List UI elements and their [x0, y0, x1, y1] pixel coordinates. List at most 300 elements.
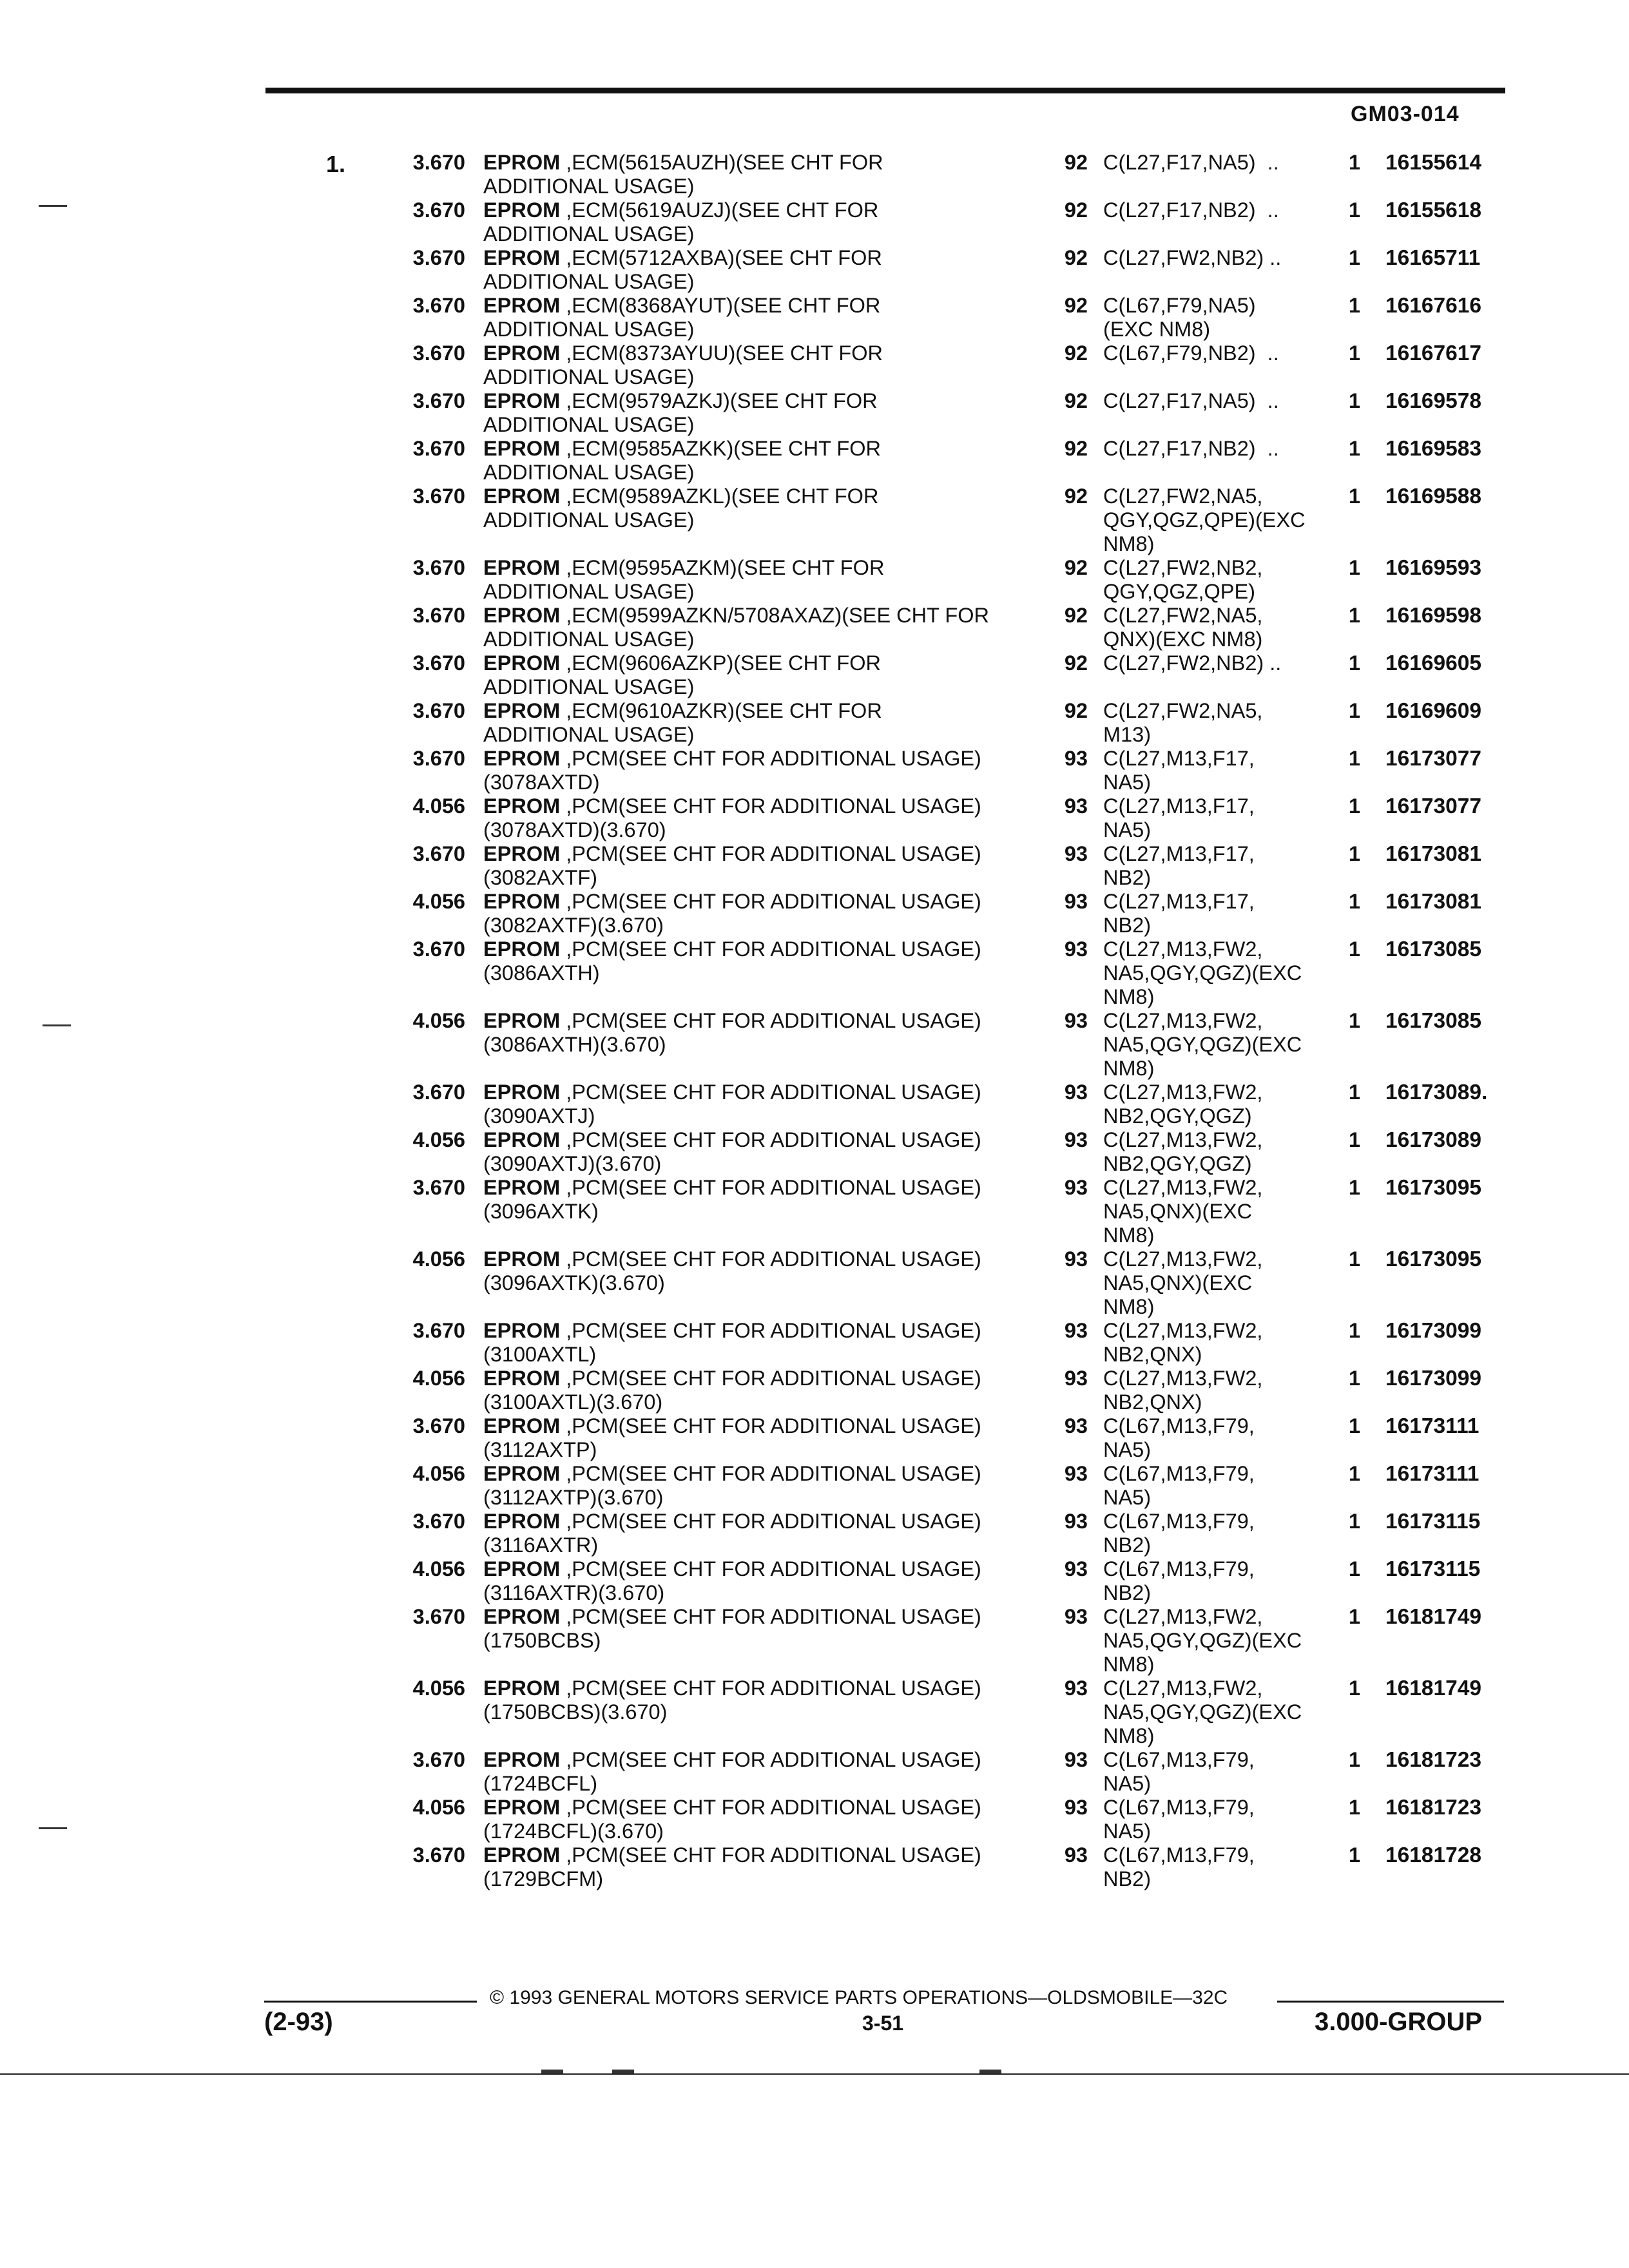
part-name: EPROM	[483, 198, 561, 222]
part-description	[483, 747, 999, 794]
part-name: EPROM	[483, 389, 561, 412]
part-group-code: 3.670	[412, 151, 465, 174]
part-detail: ,PCM(SEE CHT FOR ADDITIONAL USAGE)(3096AXTK)	[483, 1176, 981, 1223]
usage-codes: C(L27,M13,FW2, NB2,QGY,QGZ)	[1103, 1128, 1263, 1175]
part-detail: ,PCM(SEE CHT FOR ADDITIONAL USAGE)(3082AXTF)	[483, 842, 981, 889]
top-rule	[265, 88, 1505, 93]
model-year: 93	[1064, 747, 1088, 770]
quantity: 1	[1348, 794, 1361, 818]
usage-codes: C(L27,M13,F17, NA5)	[1103, 747, 1255, 794]
part-number: 16169593	[1385, 556, 1482, 580]
quantity: 1	[1348, 1128, 1361, 1151]
part-name: EPROM	[483, 747, 561, 770]
part-name: EPROM	[483, 1748, 561, 1771]
part-detail: ,ECM(9599AZKN/5708AXAZ)(SEE CHT FOR ADDITIONAL USAGE)	[483, 604, 990, 651]
part-description	[483, 890, 999, 937]
part-description	[483, 937, 999, 985]
model-year: 92	[1064, 651, 1088, 675]
part-number: 16173077	[1385, 747, 1482, 771]
quantity: 1	[1348, 1319, 1361, 1342]
part-row	[0, 794, 1629, 842]
part-detail: ,PCM(SEE CHT FOR ADDITIONAL USAGE)(3096AXTK)(3.670)	[483, 1247, 981, 1294]
usage-codes: C(L27,F17,NA5) ..	[1103, 389, 1279, 412]
part-description	[483, 604, 999, 651]
part-name: EPROM	[483, 890, 561, 913]
footer-rule-left	[264, 2001, 477, 2003]
model-year: 93	[1064, 1843, 1088, 1867]
part-detail: ,ECM(8373AYUU)(SEE CHT FOR ADDITIONAL USAGE)	[483, 341, 883, 389]
part-number: 16173099	[1385, 1319, 1482, 1343]
footer-date: (2-93)	[264, 2008, 333, 2036]
part-row	[0, 1510, 1629, 1557]
part-number: 16173099	[1385, 1367, 1482, 1390]
part-description	[483, 1414, 999, 1462]
usage-codes: C(L67,F79,NA5) (EXC NM8)	[1103, 294, 1256, 341]
part-detail: ,ECM(9589AZKL)(SEE CHT FOR ADDITIONAL USAGE)	[483, 485, 879, 532]
quantity: 1	[1348, 151, 1361, 174]
part-detail: ,ECM(9595AZKM)(SEE CHT FOR ADDITIONAL USAGE)	[483, 556, 885, 603]
part-number: 16173089	[1385, 1128, 1482, 1152]
model-year: 93	[1064, 1677, 1088, 1700]
part-description	[483, 246, 999, 294]
quantity: 1	[1348, 1557, 1361, 1581]
part-row	[0, 151, 1629, 198]
usage-codes: C(L27,M13,FW2, NA5,QGY,QGZ)(EXC NM8)	[1103, 937, 1302, 1008]
quantity: 1	[1348, 556, 1361, 579]
part-description	[483, 151, 999, 198]
usage-codes: C(L27,FW2,NA5, M13)	[1103, 699, 1263, 746]
part-number: 16173111	[1385, 1414, 1480, 1438]
part-group-code: 3.670	[412, 389, 465, 412]
part-number: 16173089.	[1385, 1081, 1488, 1104]
part-name: EPROM	[483, 294, 561, 317]
quantity: 1	[1348, 1796, 1361, 1819]
usage-codes: C(L27,M13,FW2, NA5,QGY,QGZ)(EXC NM8)	[1103, 1605, 1302, 1676]
model-year: 92	[1064, 389, 1088, 412]
part-description	[483, 842, 999, 890]
model-year: 93	[1064, 1557, 1088, 1581]
part-row	[0, 1462, 1629, 1510]
part-description	[483, 1009, 999, 1057]
usage-codes: C(L27,M13,FW2, NB2,QNX)	[1103, 1367, 1263, 1414]
quantity: 1	[1348, 747, 1361, 770]
part-description	[483, 437, 999, 485]
part-row	[0, 1319, 1629, 1367]
part-name: EPROM	[483, 151, 561, 174]
usage-codes: C(L27,M13,FW2, NB2,QGY,QGZ)	[1103, 1081, 1263, 1128]
part-detail: ,PCM(SEE CHT FOR ADDITIONAL USAGE)(1724BCFL)(3.670)	[483, 1796, 981, 1843]
quantity: 1	[1348, 842, 1361, 865]
usage-codes: C(L27,M13,FW2, NA5,QGY,QGZ)(EXC NM8)	[1103, 1009, 1302, 1080]
scan-artifact-mark	[541, 2070, 563, 2073]
part-group-code: 3.670	[412, 1176, 465, 1199]
part-row	[0, 842, 1629, 890]
part-group-code: 3.670	[412, 437, 465, 460]
part-number: 16169598	[1385, 604, 1482, 628]
part-number: 16173085	[1385, 1009, 1482, 1033]
part-detail: ,PCM(SEE CHT FOR ADDITIONAL USAGE)(3078AXTD)(3.670)	[483, 794, 981, 841]
part-description	[483, 294, 999, 341]
part-description	[483, 651, 999, 699]
part-row	[0, 1677, 1629, 1748]
part-description	[483, 1176, 999, 1224]
model-year: 93	[1064, 1367, 1088, 1390]
part-description	[483, 1605, 999, 1653]
part-number: 16165711	[1385, 246, 1481, 270]
part-row	[0, 341, 1629, 389]
quantity: 1	[1348, 1462, 1361, 1485]
part-group-code: 3.670	[412, 937, 465, 961]
part-row	[0, 1748, 1629, 1796]
usage-codes: C(L27,F17,NB2) ..	[1103, 198, 1279, 222]
quantity: 1	[1348, 341, 1361, 365]
part-group-code: 3.670	[412, 485, 465, 508]
part-description	[483, 794, 999, 842]
model-year: 92	[1064, 151, 1088, 174]
part-number: 16169588	[1385, 485, 1482, 508]
part-row	[0, 1247, 1629, 1319]
quantity: 1	[1348, 485, 1361, 508]
model-year: 93	[1064, 1510, 1088, 1533]
part-description	[483, 556, 999, 604]
model-year: 92	[1064, 604, 1088, 627]
part-detail: ,PCM(SEE CHT FOR ADDITIONAL USAGE)(1750BCBS)	[483, 1605, 981, 1652]
part-row	[0, 1367, 1629, 1414]
scan-artifact-mark	[39, 1827, 67, 1829]
part-group-code: 3.670	[412, 651, 465, 675]
part-detail: ,ECM(9579AZKJ)(SEE CHT FOR ADDITIONAL USAGE)	[483, 389, 878, 436]
usage-codes: C(L67,M13,F79, NA5)	[1103, 1748, 1255, 1795]
part-description	[483, 1128, 999, 1176]
model-year: 93	[1064, 794, 1088, 818]
part-group-code: 4.056	[412, 1128, 465, 1151]
part-detail: ,ECM(8368AYUT)(SEE CHT FOR ADDITIONAL USAGE)	[483, 294, 881, 341]
quantity: 1	[1348, 198, 1361, 222]
usage-codes: C(L27,M13,FW2, NB2,QNX)	[1103, 1319, 1263, 1366]
part-row	[0, 1843, 1629, 1891]
usage-codes: C(L27,F17,NB2) ..	[1103, 437, 1279, 460]
model-year: 93	[1064, 1796, 1088, 1819]
part-row	[0, 1176, 1629, 1247]
model-year: 93	[1064, 1009, 1088, 1032]
footer-copyright: © 1993 GENERAL MOTORS SERVICE PARTS OPERATIONS—OLDSMOBILE—32C	[490, 1987, 1228, 2008]
usage-codes: C(L27,M13,F17, NA5)	[1103, 794, 1255, 841]
quantity: 1	[1348, 1748, 1361, 1771]
part-row	[0, 389, 1629, 437]
part-detail: ,PCM(SEE CHT FOR ADDITIONAL USAGE)(3086AXTH)	[483, 937, 981, 985]
part-group-code: 4.056	[412, 1557, 465, 1581]
part-row	[0, 556, 1629, 604]
scan-artifact-mark	[979, 2070, 1001, 2073]
part-name: EPROM	[483, 1176, 561, 1199]
usage-codes: C(L67,F79,NB2) ..	[1103, 341, 1279, 365]
model-year: 93	[1064, 1462, 1088, 1485]
quantity: 1	[1348, 699, 1361, 722]
model-year: 92	[1064, 437, 1088, 460]
part-number: 16181728	[1385, 1843, 1482, 1867]
part-description	[483, 341, 999, 389]
quantity: 1	[1348, 604, 1361, 627]
part-row	[0, 1128, 1629, 1176]
quantity: 1	[1348, 246, 1361, 269]
quantity: 1	[1348, 1605, 1361, 1628]
model-year: 93	[1064, 1128, 1088, 1151]
part-group-code: 3.670	[412, 1605, 465, 1628]
footer-group: 3.000-GROUP	[1315, 2008, 1483, 2036]
part-group-code: 3.670	[412, 604, 465, 627]
part-name: EPROM	[483, 1247, 561, 1271]
part-name: EPROM	[483, 1367, 561, 1390]
item-number: 1.	[326, 151, 346, 177]
part-row	[0, 604, 1629, 651]
part-name: EPROM	[483, 1128, 561, 1151]
part-number: 16155618	[1385, 198, 1482, 222]
part-name: EPROM	[483, 1319, 561, 1342]
part-group-code: 4.056	[412, 794, 465, 818]
part-detail: ,PCM(SEE CHT FOR ADDITIONAL USAGE)(3116AXTR)(3.670)	[483, 1557, 981, 1604]
part-row	[0, 198, 1629, 246]
model-year: 92	[1064, 246, 1088, 269]
part-detail: ,PCM(SEE CHT FOR ADDITIONAL USAGE)(3100AXTL)	[483, 1319, 981, 1366]
part-number: 16173081	[1385, 842, 1482, 866]
quantity: 1	[1348, 1414, 1361, 1437]
part-number: 16181749	[1385, 1677, 1482, 1700]
quantity: 1	[1348, 437, 1361, 460]
part-description	[483, 389, 999, 437]
usage-codes: C(L67,M13,F79, NA5)	[1103, 1462, 1255, 1509]
part-name: EPROM	[483, 1557, 561, 1581]
model-year: 93	[1064, 1748, 1088, 1771]
model-year: 92	[1064, 341, 1088, 365]
part-detail: ,PCM(SEE CHT FOR ADDITIONAL USAGE)(3082AXTF)(3.670)	[483, 890, 981, 937]
quantity: 1	[1348, 1247, 1361, 1271]
part-name: EPROM	[483, 437, 561, 460]
usage-codes: C(L27,FW2,NA5, QGY,QGZ,QPE)(EXC NM8)	[1103, 485, 1306, 555]
part-detail: ,PCM(SEE CHT FOR ADDITIONAL USAGE)(1729BCFM)	[483, 1843, 981, 1890]
part-description	[483, 1557, 999, 1605]
part-group-code: 4.056	[412, 890, 465, 913]
part-row	[0, 651, 1629, 699]
usage-codes: C(L27,M13,FW2, NA5,QGY,QGZ)(EXC NM8)	[1103, 1677, 1302, 1747]
part-group-code: 3.670	[412, 1319, 465, 1342]
usage-codes: C(L27,M13,FW2, NA5,QNX)(EXC NM8)	[1103, 1176, 1263, 1247]
quantity: 1	[1348, 294, 1361, 317]
scan-artifact-mark	[39, 205, 67, 207]
part-number: 16169583	[1385, 437, 1482, 461]
usage-codes: C(L27,M13,F17, NB2)	[1103, 890, 1255, 937]
part-name: EPROM	[483, 1009, 561, 1032]
part-row	[0, 485, 1629, 556]
usage-codes: C(L27,FW2,NB2) ..	[1103, 246, 1282, 269]
model-year: 93	[1064, 1247, 1088, 1271]
part-detail: ,PCM(SEE CHT FOR ADDITIONAL USAGE)(3078AXTD)	[483, 747, 981, 794]
part-name: EPROM	[483, 246, 561, 269]
part-name: EPROM	[483, 1414, 561, 1437]
part-row	[0, 437, 1629, 485]
part-number: 16167617	[1385, 341, 1482, 365]
part-group-code: 3.670	[412, 1081, 465, 1104]
part-name: EPROM	[483, 699, 561, 722]
model-year: 93	[1064, 1081, 1088, 1104]
part-number: 16173077	[1385, 794, 1482, 818]
model-year: 92	[1064, 699, 1088, 722]
part-description	[483, 1319, 999, 1367]
model-year: 93	[1064, 937, 1088, 961]
part-name: EPROM	[483, 485, 561, 508]
part-detail: ,ECM(5619AUZJ)(SEE CHT FOR ADDITIONAL USAGE)	[483, 198, 879, 245]
part-row	[0, 1009, 1629, 1081]
part-description	[483, 485, 999, 532]
usage-codes: C(L67,M13,F79, NB2)	[1103, 1510, 1255, 1557]
part-number: 16169609	[1385, 699, 1482, 723]
part-group-code: 3.670	[412, 699, 465, 722]
part-detail: ,ECM(9585AZKK)(SEE CHT FOR ADDITIONAL USAGE)	[483, 437, 882, 484]
part-description	[483, 1796, 999, 1843]
part-detail: ,PCM(SEE CHT FOR ADDITIONAL USAGE)(3086AXTH)(3.670)	[483, 1009, 981, 1056]
part-detail: ,PCM(SEE CHT FOR ADDITIONAL USAGE)(3112AXTP)	[483, 1414, 981, 1461]
part-group-code: 3.670	[412, 294, 465, 317]
part-detail: ,ECM(5712AXBA)(SEE CHT FOR ADDITIONAL USAGE)	[483, 246, 882, 293]
part-group-code: 3.670	[412, 1843, 465, 1867]
page-number: 3-51	[862, 2012, 904, 2035]
part-detail: ,PCM(SEE CHT FOR ADDITIONAL USAGE)(3112AXTP)(3.670)	[483, 1462, 981, 1509]
part-name: EPROM	[483, 1605, 561, 1628]
quantity: 1	[1348, 1009, 1361, 1032]
part-number: 16173115	[1385, 1557, 1481, 1581]
part-group-code: 3.670	[412, 341, 465, 365]
part-number: 16155614	[1385, 151, 1482, 175]
model-year: 93	[1064, 890, 1088, 913]
part-description	[483, 198, 999, 246]
part-name: EPROM	[483, 937, 561, 961]
usage-codes: C(L27,FW2,NB2, QGY,QGZ,QPE)	[1103, 556, 1263, 603]
usage-codes: C(L27,FW2,NB2) ..	[1103, 651, 1282, 675]
scan-artifact-mark	[612, 2070, 634, 2073]
part-row	[0, 246, 1629, 294]
part-name: EPROM	[483, 341, 561, 365]
model-year: 92	[1064, 198, 1088, 222]
part-group-code: 3.670	[412, 1748, 465, 1771]
part-group-code: 4.056	[412, 1367, 465, 1390]
part-group-code: 4.056	[412, 1009, 465, 1032]
model-year: 92	[1064, 294, 1088, 317]
usage-codes: C(L27,FW2,NA5, QNX)(EXC NM8)	[1103, 604, 1263, 651]
quantity: 1	[1348, 1677, 1361, 1700]
part-row	[0, 890, 1629, 937]
usage-codes: C(L27,F17,NA5) ..	[1103, 151, 1279, 174]
quantity: 1	[1348, 1176, 1361, 1199]
part-number: 16173095	[1385, 1176, 1482, 1200]
footer-rule-right	[1277, 2001, 1504, 2003]
part-group-code: 3.670	[412, 747, 465, 770]
part-row	[0, 294, 1629, 341]
part-group-code: 3.670	[412, 842, 465, 865]
usage-codes: C(L27,M13,F17, NB2)	[1103, 842, 1255, 889]
part-detail: ,PCM(SEE CHT FOR ADDITIONAL USAGE)(1724BCFL)	[483, 1748, 981, 1795]
part-detail: ,PCM(SEE CHT FOR ADDITIONAL USAGE)(3116AXTR)	[483, 1510, 981, 1557]
part-number: 16173081	[1385, 890, 1482, 914]
quantity: 1	[1348, 937, 1361, 961]
part-description	[483, 1748, 999, 1796]
part-detail: ,PCM(SEE CHT FOR ADDITIONAL USAGE)(3090AXTJ)	[483, 1081, 981, 1128]
scan-artifact-line	[0, 2073, 1629, 2075]
part-description	[483, 1462, 999, 1510]
model-year: 92	[1064, 556, 1088, 579]
part-number: 16169605	[1385, 651, 1482, 675]
scan-artifact-mark	[43, 1024, 71, 1026]
part-number: 16181749	[1385, 1605, 1482, 1629]
part-name: EPROM	[483, 556, 561, 579]
usage-codes: C(L67,M13,F79, NB2)	[1103, 1557, 1255, 1604]
part-group-code: 4.056	[412, 1462, 465, 1485]
part-group-code: 3.670	[412, 1414, 465, 1437]
part-number: 16169578	[1385, 389, 1482, 413]
part-row	[0, 1081, 1629, 1128]
part-name: EPROM	[483, 1843, 561, 1867]
part-group-code: 3.670	[412, 1510, 465, 1533]
part-name: EPROM	[483, 604, 561, 627]
part-name: EPROM	[483, 1081, 561, 1104]
part-name: EPROM	[483, 1510, 561, 1533]
model-year: 93	[1064, 1605, 1088, 1628]
part-row	[0, 1557, 1629, 1605]
part-description	[483, 1367, 999, 1414]
part-group-code: 3.670	[412, 198, 465, 222]
part-group-code: 3.670	[412, 246, 465, 269]
part-description	[483, 1843, 999, 1891]
part-group-code: 4.056	[412, 1677, 465, 1700]
model-year: 93	[1064, 1176, 1088, 1199]
usage-codes: C(L67,M13,F79, NA5)	[1103, 1796, 1255, 1843]
quantity: 1	[1348, 1843, 1361, 1867]
part-detail: ,ECM(9610AZKR)(SEE CHT FOR ADDITIONAL USAGE)	[483, 699, 882, 746]
part-name: EPROM	[483, 651, 561, 675]
part-row	[0, 1605, 1629, 1677]
part-name: EPROM	[483, 1677, 561, 1700]
part-row	[0, 747, 1629, 794]
part-number: 16173115	[1385, 1510, 1481, 1533]
quantity: 1	[1348, 1367, 1361, 1390]
part-description	[483, 1677, 999, 1724]
part-number: 16173111	[1385, 1462, 1480, 1486]
part-row	[0, 1414, 1629, 1462]
part-detail: ,PCM(SEE CHT FOR ADDITIONAL USAGE)(3100AXTL)(3.670)	[483, 1367, 981, 1414]
quantity: 1	[1348, 890, 1361, 913]
model-year: 93	[1064, 842, 1088, 865]
part-row	[0, 1796, 1629, 1843]
part-number: 16181723	[1385, 1796, 1482, 1820]
quantity: 1	[1348, 1510, 1361, 1533]
part-name: EPROM	[483, 1462, 561, 1485]
part-detail: ,PCM(SEE CHT FOR ADDITIONAL USAGE)(1750BCBS)(3.670)	[483, 1677, 981, 1724]
part-name: EPROM	[483, 842, 561, 865]
part-number: 16173095	[1385, 1247, 1482, 1271]
model-year: 93	[1064, 1414, 1088, 1437]
part-detail: ,PCM(SEE CHT FOR ADDITIONAL USAGE)(3090AXTJ)(3.670)	[483, 1128, 981, 1175]
model-year: 92	[1064, 485, 1088, 508]
part-number: 16181723	[1385, 1748, 1482, 1772]
quantity: 1	[1348, 389, 1361, 412]
part-detail: ,ECM(9606AZKP)(SEE CHT FOR ADDITIONAL USAGE)	[483, 651, 882, 698]
part-name: EPROM	[483, 1796, 561, 1819]
part-description	[483, 1081, 999, 1128]
part-description	[483, 1247, 999, 1295]
part-description	[483, 699, 999, 747]
document-code: GM03-014	[1351, 102, 1460, 126]
part-number: 16167616	[1385, 294, 1482, 318]
quantity: 1	[1348, 1081, 1361, 1104]
quantity: 1	[1348, 651, 1361, 675]
